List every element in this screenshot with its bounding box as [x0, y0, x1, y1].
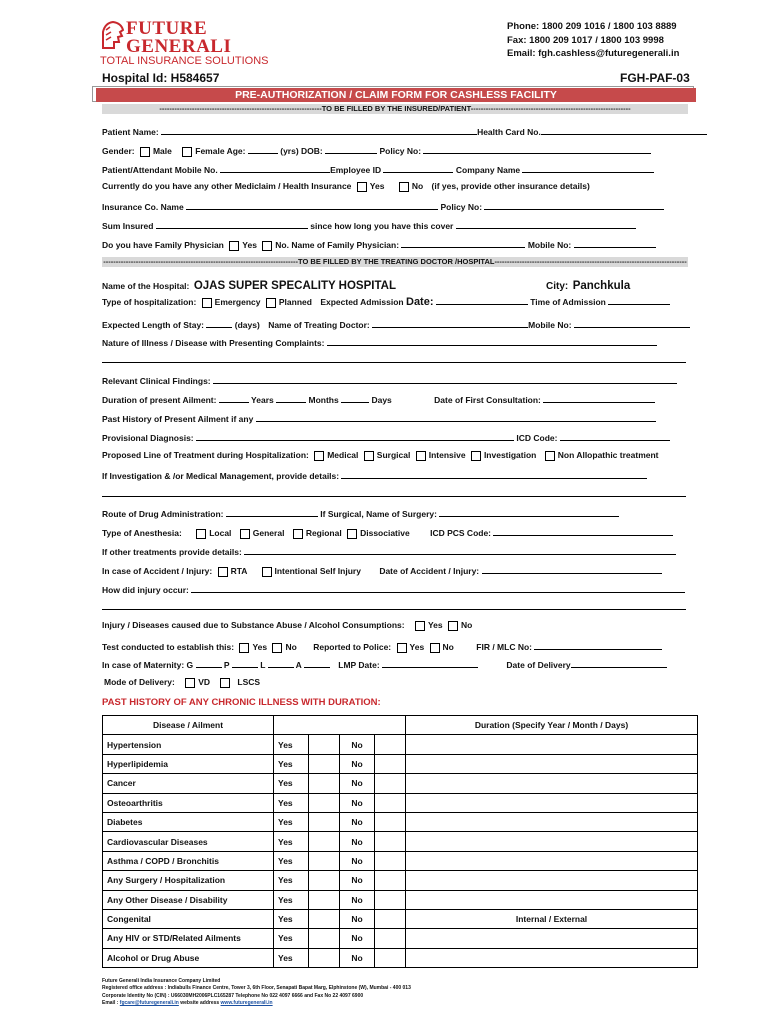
duration-cell[interactable]	[406, 890, 698, 909]
form-title: PRE-AUTHORIZATION / CLAIM FORM FOR CASHLESS FACILITY	[96, 88, 696, 102]
time-admission-field[interactable]	[608, 295, 670, 305]
type-hosp-label: Type of hospitalization:	[102, 297, 197, 307]
row-other-mediclaim	[102, 181, 590, 192]
medical-label: Medical	[327, 450, 359, 460]
nature-illness-line-2[interactable]	[102, 362, 686, 363]
duration-cell[interactable]	[406, 812, 698, 831]
disease-name: Any Other Disease / Disability	[103, 890, 274, 909]
investigation-line-2[interactable]	[102, 496, 686, 497]
a-field[interactable]	[304, 658, 330, 668]
row-past-history	[102, 412, 656, 424]
brand-tagline: TOTAL INSURANCE SOLUTIONS	[100, 55, 269, 67]
chronic-row	[103, 851, 698, 870]
no-box[interactable]	[375, 774, 406, 793]
length-stay-field[interactable]	[206, 318, 232, 328]
brand-line-2: GENERALI	[126, 36, 232, 57]
company-name-field[interactable]	[522, 163, 654, 173]
chronic-row	[103, 793, 698, 812]
local-checkbox[interactable]	[196, 529, 206, 539]
rta-label: RTA	[230, 566, 248, 576]
footer-website-label: website address	[180, 1000, 220, 1007]
row-how-injury	[102, 583, 685, 595]
no-label: No	[340, 735, 375, 754]
test-yes-checkbox[interactable]	[239, 643, 249, 653]
a-label: A	[295, 660, 302, 670]
investigation-checkbox[interactable]	[471, 451, 481, 461]
disease-name: Alcohol or Drug Abuse	[103, 948, 274, 967]
yes-box[interactable]	[309, 929, 340, 948]
other-mediclaim-label: Currently do you have any other Mediclaim / Health Insurance	[102, 181, 352, 191]
yes-box[interactable]	[309, 871, 340, 890]
row-length-stay	[102, 318, 690, 330]
mode-delivery-label: Mode of Delivery:	[104, 677, 175, 687]
physician-mobile-field[interactable]	[574, 238, 656, 248]
duration-cell[interactable]	[406, 929, 698, 948]
other-mediclaim-no-checkbox[interactable]	[399, 182, 409, 192]
duration-cell[interactable]	[406, 774, 698, 793]
row-hospitalization-type	[102, 295, 670, 308]
yes-box[interactable]	[309, 890, 340, 909]
footer-cin: Corporate Identity No (CIN) : U66030MH2006PLC165287 Telephone No 022 4097 6666 and Fax No 22 4097 6900	[102, 992, 364, 999]
chronic-row	[103, 871, 698, 890]
yes-label: Yes	[274, 929, 309, 948]
maternity-label: In case of Maternity: G	[102, 660, 194, 670]
chronic-illness-table	[102, 715, 698, 968]
clinical-findings-label: Relevant Clinical Findings:	[102, 376, 211, 386]
no-label: No	[340, 793, 375, 812]
regional-label: Regional	[305, 528, 342, 538]
past-history-field[interactable]	[256, 412, 656, 422]
icd-pcs-field[interactable]	[493, 526, 673, 536]
yes-label: Yes	[409, 642, 425, 652]
treating-doctor-label: Name of Treating Doctor:	[268, 320, 370, 330]
chronic-row	[103, 754, 698, 773]
no-label: No	[340, 890, 375, 909]
general-label: General	[252, 528, 285, 538]
no-label: No	[340, 832, 375, 851]
sum-insured-label: Sum Insured	[102, 221, 154, 231]
disease-name: Any Surgery / Hospitalization	[103, 871, 274, 890]
yes-box[interactable]	[309, 909, 340, 928]
dissociative-checkbox[interactable]	[347, 529, 357, 539]
provisional-diagnosis-field[interactable]	[196, 431, 514, 441]
date-accident-field[interactable]	[482, 564, 662, 574]
row-insurance-co	[102, 200, 664, 212]
other-treatments-field[interactable]	[244, 545, 676, 555]
nature-illness-field[interactable]	[327, 336, 657, 346]
g-field[interactable]	[196, 658, 222, 668]
family-physician-yes-checkbox[interactable]	[229, 241, 239, 251]
yes-no-column-header	[274, 716, 406, 735]
yes-box[interactable]	[309, 754, 340, 773]
disease-name: Any HIV or STD/Related Ailments	[103, 929, 274, 948]
disease-name: Cardiovascular Diseases	[103, 832, 274, 851]
intensive-checkbox[interactable]	[416, 451, 426, 461]
chronic-header-row	[103, 716, 698, 735]
no-label: No	[340, 754, 375, 773]
yes-label: Yes	[274, 890, 309, 909]
footer-email-link[interactable]: fgcare@futuregenerali.in	[119, 1000, 179, 1007]
doctor-mobile-field[interactable]	[574, 318, 690, 328]
yes-label: Yes	[274, 851, 309, 870]
row-anesthesia	[102, 526, 673, 539]
clinical-findings-field[interactable]	[213, 374, 677, 384]
yes-label: Yes	[274, 774, 309, 793]
no-box[interactable]	[375, 909, 406, 928]
proposed-line-label: Proposed Line of Treatment during Hospitalization:	[102, 450, 309, 460]
days-label: (days)	[234, 320, 260, 330]
disease-name: Asthma / COPD / Bronchitis	[103, 851, 274, 870]
no-label: No	[340, 929, 375, 948]
section-insured: -----------------------------------------------------------------TO BE FILLED BY THE INSURED/PATIENT----------------------------------------------------------------	[102, 104, 688, 114]
if-yes-note: (if yes, provide other insurance details)	[431, 181, 590, 191]
health-card-field[interactable]	[541, 125, 707, 135]
policy-no-2-label: Policy No:	[440, 202, 483, 212]
if-surgical-label: If Surgical, Name of Surgery:	[320, 509, 437, 519]
chronic-row	[103, 929, 698, 948]
no-label: No	[340, 774, 375, 793]
fax-text: Fax: 1800 209 1017 / 1800 103 9998	[507, 34, 664, 46]
physician-name-label: No. Name of Family Physician:	[275, 240, 400, 250]
row-provisional-diagnosis	[102, 431, 670, 443]
female-checkbox[interactable]	[182, 147, 192, 157]
sum-insured-field[interactable]	[156, 219, 308, 229]
lscs-label: LSCS	[237, 677, 261, 687]
health-card-label: Health Card No.	[477, 127, 541, 137]
past-history-label: Past History of Present Ailment if any	[102, 414, 254, 424]
yes-box[interactable]	[309, 851, 340, 870]
test-no-checkbox[interactable]	[272, 643, 282, 653]
other-treatments-label: If other treatments provide details:	[102, 547, 242, 557]
icd-code-label: ICD Code:	[516, 433, 558, 443]
disease-name: Hypertension	[103, 735, 274, 754]
lion-logo-icon	[100, 18, 126, 52]
accident-label: In case of Accident / Injury:	[102, 566, 213, 576]
chronic-row	[103, 909, 698, 928]
no-label: No	[340, 948, 375, 967]
yes-label: Yes	[274, 871, 309, 890]
nature-illness-label: Nature of Illness / Disease with Presenting Complaints:	[102, 338, 325, 348]
duration-years-field[interactable]	[219, 393, 249, 403]
planned-label: Planned	[278, 297, 312, 307]
duration-cell[interactable]	[406, 832, 698, 851]
intensive-label: Intensive	[428, 450, 466, 460]
company-name-label: Company Name	[455, 165, 521, 175]
general-checkbox[interactable]	[240, 529, 250, 539]
city-value: Panchkula	[572, 280, 631, 292]
surgery-name-field[interactable]	[439, 507, 619, 517]
dob-field[interactable]	[325, 144, 377, 154]
no-box[interactable]	[375, 948, 406, 967]
injury-line-2[interactable]	[102, 609, 686, 610]
duration-column-header: Duration (Specify Year / Month / Days)	[406, 716, 698, 735]
emergency-label: Emergency	[214, 297, 261, 307]
local-label: Local	[209, 528, 232, 538]
no-box[interactable]	[375, 754, 406, 773]
no-box[interactable]	[375, 832, 406, 851]
no-box[interactable]	[375, 890, 406, 909]
yes-label: Yes	[274, 832, 309, 851]
non-allopathic-label: Non Allopathic treatment	[557, 450, 659, 460]
disease-name: Hyperlipidemia	[103, 754, 274, 773]
no-box[interactable]	[375, 735, 406, 754]
row-other-treatments	[102, 545, 676, 557]
expected-admission-label: Expected Admission	[320, 297, 404, 307]
provisional-diagnosis-label: Provisional Diagnosis:	[102, 433, 194, 443]
patient-name-label: Patient Name:	[102, 127, 159, 137]
self-injury-label: Intentional Self Injury	[274, 566, 361, 576]
no-label: No	[411, 181, 424, 191]
how-injury-field[interactable]	[191, 583, 685, 593]
physician-name-field[interactable]	[401, 238, 525, 248]
no-box[interactable]	[375, 929, 406, 948]
duration-cell[interactable]	[406, 735, 698, 754]
row-if-investigation	[102, 469, 647, 481]
hospital-id: Hospital Id: H584657	[102, 71, 220, 85]
phone-text: Phone: 1800 209 1016 / 1800 103 8889	[507, 21, 677, 32]
doctor-mobile-label: Mobile No:	[528, 320, 572, 330]
yes-label: Yes	[274, 948, 309, 967]
row-proposed-line	[102, 450, 659, 461]
reported-police-label: Reported to Police:	[313, 642, 392, 652]
police-no-checkbox[interactable]	[430, 643, 440, 653]
footer-office: Registered office address : Indiabulls Finance Centre, Tower 3, 6th Floor, Senapati Bapat Marg, Elphinstone (W), Mumbai - 400 013	[102, 985, 411, 992]
l-field[interactable]	[268, 658, 294, 668]
chronic-row	[103, 890, 698, 909]
no-box[interactable]	[375, 871, 406, 890]
hospital-value: OJAS SUPER SPECALITY HOSPITAL	[193, 280, 396, 292]
disease-column-header: Disease / Ailment	[103, 716, 274, 735]
how-injury-label: How did injury occur:	[102, 585, 189, 595]
yes-label: Yes	[274, 735, 309, 754]
lscs-checkbox[interactable]	[220, 678, 230, 688]
non-allopathic-checkbox[interactable]	[545, 451, 555, 461]
yes-label: Yes	[369, 181, 385, 191]
duration-cell[interactable]	[406, 851, 698, 870]
surgical-label: Surgical	[376, 450, 411, 460]
rta-checkbox[interactable]	[218, 567, 228, 577]
row-duration-ailment	[102, 393, 655, 405]
duration-cell[interactable]: Internal / External	[406, 909, 698, 928]
footer-email-label: Email :	[102, 1000, 119, 1007]
chronic-rows	[103, 735, 698, 968]
yes-label: Yes	[274, 754, 309, 773]
row-nature-illness	[102, 336, 657, 348]
yes-box[interactable]	[309, 735, 340, 754]
substance-label: Injury / Diseases caused due to Substance Abuse / Alcohol Consumptions:	[102, 620, 405, 630]
first-consultation-label: Date of First Consultation:	[434, 395, 541, 405]
planned-checkbox[interactable]	[266, 298, 276, 308]
self-injury-checkbox[interactable]	[262, 567, 272, 577]
gender-label: Gender:	[102, 146, 135, 156]
row-route-drug	[102, 507, 619, 519]
route-drug-label: Route of Drug Administration:	[102, 509, 224, 519]
chronic-row	[103, 948, 698, 967]
yes-box[interactable]	[309, 774, 340, 793]
female-age-label: Female Age:	[195, 146, 246, 156]
no-box[interactable]	[375, 793, 406, 812]
date-delivery-field[interactable]	[571, 658, 667, 668]
p-label: P	[223, 660, 230, 670]
yes-label: Yes	[427, 620, 443, 630]
age-field[interactable]	[248, 144, 278, 154]
employee-id-label: Employee ID	[330, 165, 382, 175]
family-physician-no-checkbox[interactable]	[262, 241, 272, 251]
row-family-physician	[102, 238, 656, 251]
footer-contact	[102, 1000, 411, 1007]
policy-no-2-field[interactable]	[484, 200, 664, 210]
physician-mobile-label: Mobile No:	[527, 240, 572, 250]
dob-label: (yrs) DOB:	[280, 146, 323, 156]
vd-label: VD	[198, 677, 211, 687]
disease-name: Cancer	[103, 774, 274, 793]
no-label: No	[340, 871, 375, 890]
no-label: No	[285, 642, 297, 652]
lmp-label: LMP Date:	[338, 660, 380, 670]
chronic-row	[103, 735, 698, 754]
anesthesia-label: Type of Anesthesia:	[102, 528, 182, 538]
row-test-conducted	[102, 640, 662, 653]
duration-cell[interactable]	[406, 754, 698, 773]
cover-duration-label: since how long you have this cover	[310, 221, 454, 231]
chronic-row	[103, 812, 698, 831]
treating-doctor-field[interactable]	[372, 318, 528, 328]
row-mobile	[102, 163, 654, 175]
policy-no-field[interactable]	[423, 144, 651, 154]
row-substance	[102, 620, 472, 631]
icd-code-field[interactable]	[560, 431, 670, 441]
if-investigation-field[interactable]	[341, 469, 647, 479]
row-hospital	[102, 276, 396, 294]
yes-box[interactable]	[309, 832, 340, 851]
duration-ailment-label: Duration of present Ailment:	[102, 395, 217, 405]
footer	[102, 978, 411, 1008]
row-mode-delivery	[104, 677, 260, 688]
insurance-co-field[interactable]	[186, 200, 438, 210]
chronic-row	[103, 832, 698, 851]
yes-box[interactable]	[309, 812, 340, 831]
cover-duration-field[interactable]	[456, 219, 636, 229]
no-label: No	[340, 812, 375, 831]
male-checkbox[interactable]	[140, 147, 150, 157]
male-label: Male	[152, 146, 172, 156]
row-gender	[102, 144, 651, 157]
policy-no-label: Policy No:	[379, 146, 422, 156]
duration-cell[interactable]	[406, 948, 698, 967]
fir-label: FIR / MLC No:	[476, 642, 532, 652]
vd-checkbox[interactable]	[185, 678, 195, 688]
yes-box[interactable]	[309, 793, 340, 812]
yes-label: Yes	[274, 812, 309, 831]
disease-name: Diabetes	[103, 812, 274, 831]
footer-website-link[interactable]: www.futuregenerali.in	[220, 1000, 273, 1007]
mobile-label: Patient/Attendant Mobile No.	[102, 165, 218, 175]
yes-label: Yes	[242, 240, 257, 250]
row-patient-name	[102, 125, 707, 137]
duration-cell[interactable]	[406, 793, 698, 812]
days-2-label: Days	[371, 395, 392, 405]
row-accident	[102, 564, 662, 577]
brand-line-1: FUTURE	[126, 18, 208, 39]
no-label: No	[461, 620, 473, 630]
lmp-field[interactable]	[382, 658, 478, 668]
employee-id-field[interactable]	[383, 163, 453, 173]
city-label: City:	[546, 281, 569, 292]
substance-no-checkbox[interactable]	[448, 621, 458, 631]
yes-label: Yes	[274, 793, 309, 812]
row-city	[546, 276, 630, 294]
mobile-field[interactable]	[220, 163, 330, 173]
length-stay-label: Expected Length of Stay:	[102, 320, 205, 330]
yes-label: Yes	[252, 642, 268, 652]
investigation-label: Investigation	[483, 450, 537, 460]
yes-label: Yes	[274, 909, 309, 928]
dissociative-label: Dissociative	[360, 528, 410, 538]
no-box[interactable]	[375, 851, 406, 870]
admission-date-field[interactable]	[436, 295, 528, 305]
family-physician-label: Do you have Family Physician	[102, 240, 224, 250]
duration-months-field[interactable]	[276, 393, 306, 403]
no-box[interactable]	[375, 812, 406, 831]
other-mediclaim-yes-checkbox[interactable]	[357, 182, 367, 192]
row-clinical-findings	[102, 374, 677, 386]
l-label: L	[260, 660, 266, 670]
fir-field[interactable]	[534, 640, 662, 650]
patient-name-field[interactable]	[161, 125, 477, 135]
row-maternity	[102, 658, 667, 670]
test-conducted-label: Test conducted to establish this:	[102, 642, 235, 652]
no-label: No	[442, 642, 454, 652]
yes-box[interactable]	[309, 948, 340, 967]
regional-checkbox[interactable]	[293, 529, 303, 539]
first-consultation-field[interactable]	[543, 393, 655, 403]
months-label: Months	[308, 395, 339, 405]
route-drug-field[interactable]	[226, 507, 318, 517]
date-accident-label: Date of Accident / Injury:	[379, 566, 480, 576]
surgical-checkbox[interactable]	[364, 451, 374, 461]
insurance-co-label: Insurance Co. Name	[102, 202, 184, 212]
date-delivery-label: Date of Delivery	[506, 660, 571, 670]
contact-block	[507, 20, 679, 61]
substance-yes-checkbox[interactable]	[415, 621, 425, 631]
row-sum-insured	[102, 219, 636, 231]
if-investigation-label: If Investigation & /or Medical Management, provide details:	[102, 471, 340, 481]
police-yes-checkbox[interactable]	[397, 643, 407, 653]
disease-name: Osteoarthritis	[103, 793, 274, 812]
form-code: FGH-PAF-03	[620, 71, 690, 85]
no-label: No	[340, 909, 375, 928]
duration-days-field[interactable]	[341, 393, 369, 403]
no-label: No	[340, 851, 375, 870]
p-field[interactable]	[232, 658, 258, 668]
chronic-row	[103, 774, 698, 793]
section-doctor: ------------------------------------------------------------------------------TO BE FILLED BY THE TREATING DOCTOR /HOSPITAL-----------------------------------------------------------------------------	[103, 257, 687, 266]
medical-checkbox[interactable]	[314, 451, 324, 461]
emergency-checkbox[interactable]	[202, 298, 212, 308]
email-text: Email: fgh.cashless@futuregenerali.in	[507, 48, 680, 59]
time-admission-label: Time of Admission	[530, 297, 606, 307]
chronic-heading: PAST HISTORY OF ANY CHRONIC ILLNESS WITH DURATION:	[102, 697, 381, 708]
years-label: Years	[251, 395, 274, 405]
brand-name	[126, 20, 231, 56]
footer-company: Future Generali India Insurance Company Limited	[102, 978, 221, 984]
hospital-label: Name of the Hospital:	[102, 281, 190, 291]
duration-cell[interactable]	[406, 871, 698, 890]
disease-name: Congenital	[103, 909, 274, 928]
icd-pcs-label: ICD PCS Code:	[430, 528, 492, 538]
admission-date-label: Date:	[406, 296, 434, 308]
